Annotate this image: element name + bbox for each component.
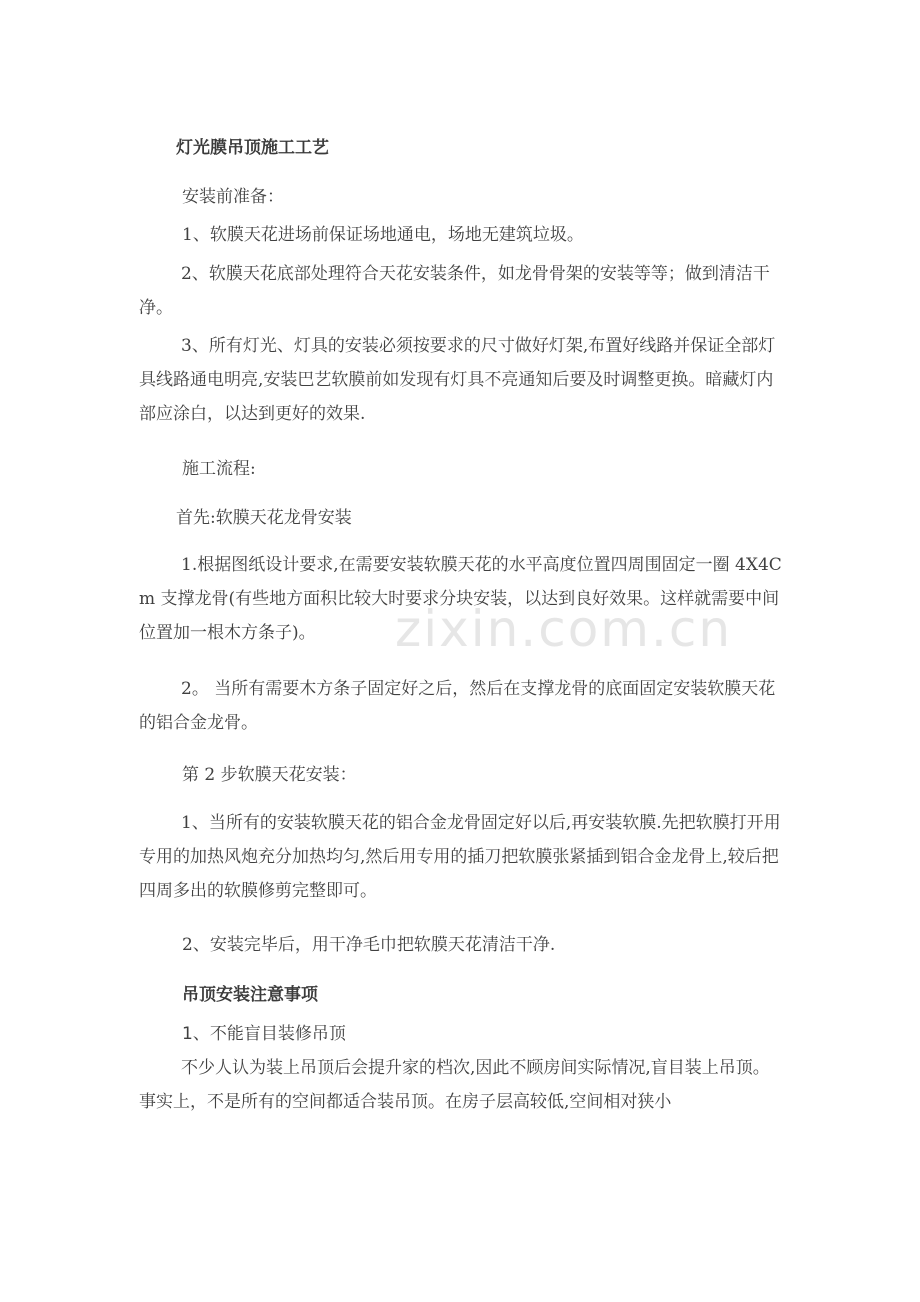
notes-heading: 吊顶安装注意事项 — [182, 985, 318, 1005]
step1-item-2: 2。 当所有需要木方条子固定好之后，然后在支撑龙骨的底面固定安装软膜天花的铝合金龙骨。 — [139, 679, 776, 733]
notes-item-1-body: 不少人认为装上吊顶后会提升家的档次,因此不顾房间实际情况,盲目装上吊顶。事实上，不是所有的空间都适合装吊顶。在房子层高较低,空间相对狭小 — [139, 1058, 770, 1112]
watermark: zixin.com.cn — [395, 600, 733, 658]
document-title: 灯光膜吊顶施工工艺 — [176, 138, 329, 158]
prep-item-1: 1、软膜天花进场前保证场地通电，场地无建筑垃圾。 — [182, 225, 584, 245]
notes-item-1-title: 1、不能盲目装修吊顶 — [182, 1024, 346, 1044]
prep-item-3: 3、所有灯光、灯具的安装必须按要求的尺寸做好灯架,布置好线路并保证全部灯具线路通电明亮,安装巴艺软膜前如发现有灯具不亮通知后要及时调整更换。暗藏灯内部应涂白，以达到更好的效果. — [139, 336, 776, 424]
prep-heading: 安装前准备： — [182, 187, 284, 207]
flow-heading: 施工流程: — [182, 459, 256, 479]
step1-heading: 首先:软膜天花龙骨安装 — [176, 508, 352, 528]
step2-heading: 第 2 步软膜天花安装： — [182, 765, 357, 785]
prep-item-2: 2、软膜天花底部处理符合天花安装条件，如龙骨骨架的安装等等；做到清洁干净。 — [139, 264, 770, 318]
step2-item-1: 1、当所有的安装软膜天花的铝合金龙骨固定好以后,再安装软膜.先把软膜打开用专用的加热风炮充分加热均匀,然后用专用的插刀把软膜张紧插到铝合金龙骨上,较后把四周多出的软膜修剪完整即可。 — [139, 813, 781, 901]
step1-item-1: 1.根据图纸设计要求,在需要安装软膜天花的水平高度位置四周围固定一圈 4X4Cm 支撑龙骨(有些地方面积比较大时要求分块安装，以达到良好效果。这样就需要中间位置加一根木方条子)。 — [139, 555, 782, 643]
step2-item-2: 2、安装完毕后，用干净毛巾把软膜天花清洁干净. — [182, 935, 556, 955]
